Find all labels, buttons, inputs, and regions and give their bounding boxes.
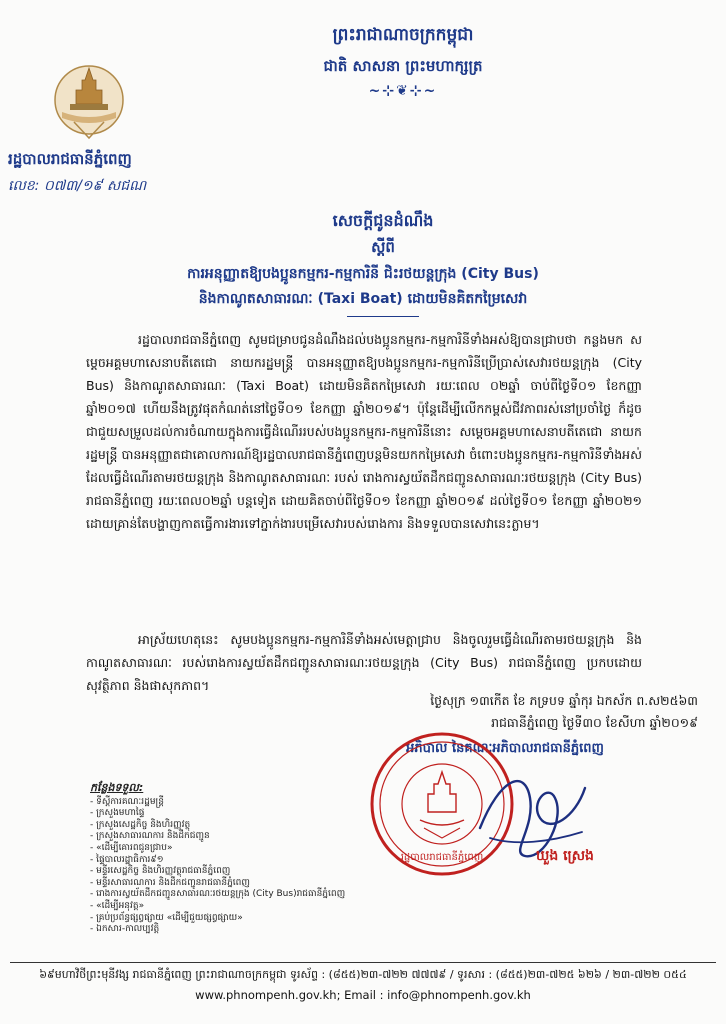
list-item: - ទីស្តីការគណៈរដ្ឋមន្ត្រី xyxy=(90,797,350,809)
notice-subject-line1: ការអនុញ្ញាតឱ្យបងប្អូនកម្មករ-កម្មការិនី ជិះរថយន្តក្រុង (City Bus) xyxy=(187,266,539,282)
list-item: - ឯកសារ-កាលប្បវត្តិ xyxy=(90,924,350,936)
list-item: - ក្រសួងសាធារណការ និងដឹកជញ្ជូន xyxy=(90,831,350,843)
title-underline xyxy=(347,316,419,317)
recipients-list xyxy=(90,782,350,936)
lunar-date: ថ្ងៃសុក្រ ១៣កើត ខែ ភទ្របទ ឆ្នាំកុរ ឯកស័ក ព.ស២៥៦៣ xyxy=(430,693,698,708)
reference-number: លេខ: ០៧៣/១៩ សជណ xyxy=(8,178,147,194)
notice-subject-line2: និងកាណូតសាធារណៈ (Taxi Boat) ដោយមិនគិតកម្រៃសេវា xyxy=(198,291,528,307)
notice-title-block xyxy=(0,210,726,317)
body-paragraph-1: រដ្ឋបាលរាជធានីភ្នំពេញ សូមជម្រាបជូនដំណឹងដល់បងប្អូនកម្មករ-កម្មការិនីទាំងអស់ឱ្យបានជ្រាបថា កន្លងមក សម្តេចអគ្គមហាសេនាបតីតេជោ នាយករដ្ឋមន្ត្រី បានអនុញ្ញាតឱ្យបងប្អូនកម្មករ-កម្មការិនីប្រើប្រាស់សេវារថយន្តក្រុង (City Bus) និងកាណូតសាធារណៈ (Taxi Boat) ដោយមិនគិតកម្រៃសេវា រយៈពេល ០២ឆ្នាំ ចាប់ពីថ្ងៃទី០១ ខែកញ្ញា ឆ្នាំ២០១៧ ហើយនឹងត្រូវផុតកំណត់នៅថ្ងៃទី០១ ខែកញ្ញា ឆ្នាំ២០១៩។ ប៉ុន្តែដើម្បីលើកកម្ពស់ជីវភាពរស់នៅប្រចាំថ្ងៃ ក៏ដូចជាជួយសម្រួលដល់ការចំណាយក្នុងការធ្វើដំណើររបស់បងប្អូនកម្មករ-កម្មការិនីនោះ សម្តេចអគ្គមហាសេនាបតីតេជោ នាយករដ្ឋមន្ត្រី បានអនុញ្ញាតជាគោលការណ៍ឱ្យរដ្ឋបាលរាជធានីភ្នំពេញបន្តមិនយកកម្រៃសេវា ចំពោះបងប្អូនកម្មករ-កម្មការិនីទាំងអស់ដែលធ្វើដំណើរតាមរថយន្តក្រុង និងកាណូតសាធារណៈ របស់ រោងការស្វយ័តដឹកជញ្ជូនសាធារណៈរថយន្តក្រុង (City Bus) រាជធានីភ្នំពេញ រយៈពេល០២ឆ្នាំ បន្តទៀត ដោយគិតចាប់ពីថ្ងៃទី០១ ខែកញ្ញា ឆ្នាំ២០១៩ ដល់ថ្ងៃទី០១ ខែកញ្ញា ឆ្នាំ២០២១ ដោយគ្រាន់តែបង្ហាញកាតធ្វើការងារទៅភ្នាក់ងារបម្រើសេវារបស់រោងការ និងទទួលបានសេវានេះភ្លាម។ xyxy=(86,332,642,531)
list-item: - ក្រសួងមហាផ្ទៃ xyxy=(90,808,350,820)
stamp-text: រដ្ឋបាលរាជធានីភ្នំពេញ xyxy=(400,852,484,863)
national-motto: ជាតិ សាសនា ព្រះមហាក្សត្រ xyxy=(323,57,483,75)
recipients-heading: កន្លែងទទួល: xyxy=(90,781,144,794)
phnom-penh-logo xyxy=(52,60,126,142)
list-item: - គ្រប់ប្រព័ន្ធផ្សព្វផ្សាយ «ដើម្បីជួយផ្សព្វផ្សាយ» xyxy=(90,913,350,925)
list-item: - ក្រសួងសេដ្ឋកិច្ច និងហិរញ្ញវត្ថុ xyxy=(90,820,350,832)
signer-title: អភិបាល នៃគណៈអភិបាលរាជធានីភ្នំពេញ xyxy=(406,741,604,756)
list-item: - មន្ទីរសាធារណការ និងដឹកជញ្ជូនរាជធានីភ្នំពេញ xyxy=(90,878,350,890)
solar-date: រាជធានីភ្នំពេញ ថ្ងៃទី៣០ ខែសីហា ឆ្នាំ២០១៩ xyxy=(491,715,698,730)
list-item: - រោងការស្វយ័តដឹកជញ្ជូនសាធារណៈរថយន្តក្រុង (City Bus)រាជធានីភ្នំពេញ xyxy=(90,889,350,901)
body-paragraph-2: អាស្រ័យហេតុនេះ សូមបងប្អូនកម្មករ-កម្មការិនីទាំងអស់មេត្តាជ្រាប និងចូលរួមធ្វើដំណើរតាមរថយន្តក្រុង និងកាណូតសាធារណៈ របស់រោងការស្វយ័តដឹកជញ្ជូនសាធារណៈរថយន្តក្រុង (City Bus) រាជធានីភ្នំពេញ ប្រកបដោយសុវត្ថិភាព និងផាសុកភាព។ xyxy=(86,632,642,693)
signer-name: ឃួង ស្រេង xyxy=(536,848,594,864)
notice-subject-label: ស្តីពី xyxy=(371,238,395,256)
footer-web-email: www.phnompenh.gov.kh; Email : info@phnompenh.gov.kh xyxy=(195,988,531,1002)
list-item: - «ដើម្បីអនុវត្ត» xyxy=(90,901,350,913)
kingdom-title: ព្រះរាជាណាចក្រកម្ពុជា xyxy=(332,25,474,45)
footer-divider xyxy=(10,962,716,963)
list-item: - «ដើម្បីគោរពជូនជ្រាប» xyxy=(90,843,350,855)
ornament-divider: ~⊹❦⊹~ xyxy=(368,83,438,99)
issuing-authority: រដ្ឋបាលរាជធានីភ្នំពេញ xyxy=(8,150,132,168)
list-item: - ផ្ទៃបាលរដ្ឋាធិការ៩១ xyxy=(90,855,350,867)
list-item: - មន្ទីរសេដ្ឋកិច្ច និងហិរញ្ញវត្ថុរាជធានីភ្នំពេញ xyxy=(90,866,350,878)
footer-address: ៦៩មហាវិថីព្រះមុនីវង្ស រាជធានីភ្នំពេញ ព្រះរាជាណាចក្រកម្ពុជា ទូរស័ព្ទ : (៨៥៥)២៣-៧២២ ៧៧៧៩ / ទូរសារ : (៨៥៥)២៣-៧២៥ ៦២៦ / ២៣-៧២២ ០៥៤ xyxy=(39,968,687,981)
notice-title: សេចក្តីជូនដំណឹង xyxy=(332,211,434,230)
